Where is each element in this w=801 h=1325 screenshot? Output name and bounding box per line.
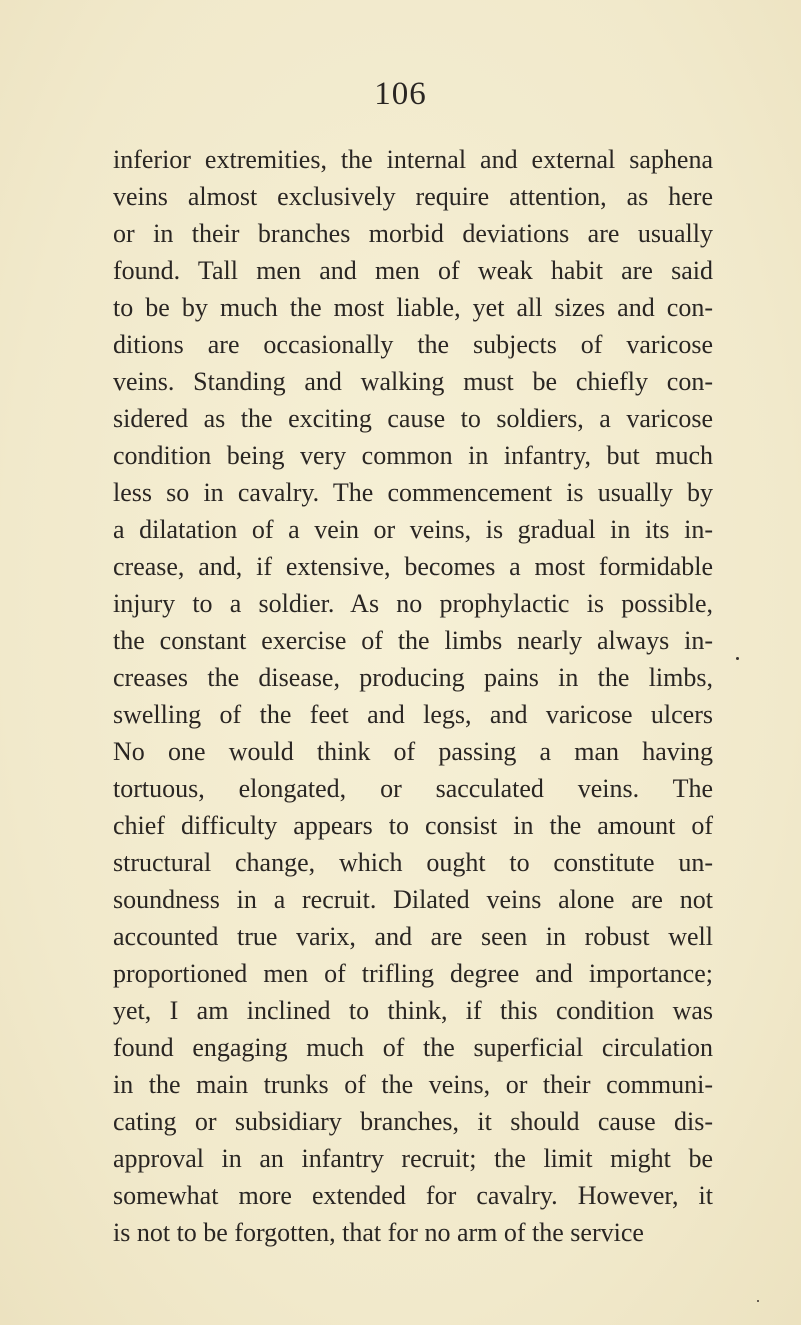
text-line: swelling of the feet and legs, and varicose ulcers (113, 700, 713, 729)
text-line: in the main trunks of the veins, or their communi- (113, 1070, 713, 1099)
text-line: accounted true varix, and are seen in robust well (113, 922, 713, 951)
ink-speck (736, 657, 739, 660)
text-line: or in their branches morbid deviations are usually (113, 219, 713, 248)
text-line: ditions are occasionally the subjects of varicose (113, 330, 713, 359)
text-line: somewhat more extended for cavalry. However, it (113, 1181, 713, 1210)
page-number: 106 (374, 76, 427, 112)
text-line: crease, and, if extensive, becomes a most formidable (113, 552, 713, 581)
text-line: a dilatation of a vein or veins, is gradual in its in- (113, 515, 713, 544)
text-line: veins. Standing and walking must be chiefly con- (113, 367, 713, 396)
text-line: inferior extremities, the internal and external saphena (113, 145, 713, 174)
ink-speck (757, 1300, 759, 1302)
text-line: No one would think of passing a man having (113, 737, 713, 766)
text-line: chief difficulty appears to consist in the amount of (113, 811, 713, 840)
text-line: cating or subsidiary branches, it should cause dis- (113, 1107, 713, 1136)
text-line: injury to a soldier. As no prophylactic is possible, (113, 589, 713, 618)
text-line: sidered as the exciting cause to soldiers, a varicose (113, 404, 713, 433)
text-line: condition being very common in infantry, but much (113, 441, 713, 470)
body-text (113, 141, 713, 1251)
text-line: tortuous, elongated, or sacculated veins. The (113, 774, 713, 803)
text-line: veins almost exclusively require attention, as here (113, 182, 713, 211)
text-line: yet, I am inclined to think, if this condition was (113, 996, 713, 1025)
text-line: to be by much the most liable, yet all sizes and con- (113, 293, 713, 322)
text-line: less so in cavalry. The commencement is usually by (113, 478, 713, 507)
text-line: structural change, which ought to constitute un- (113, 848, 713, 877)
text-line: the constant exercise of the limbs nearly always in- (113, 626, 713, 655)
text-line: found engaging much of the superficial circulation (113, 1033, 713, 1062)
text-line: found. Tall men and men of weak habit are said (113, 256, 713, 285)
text-line: proportioned men of trifling degree and importance; (113, 959, 713, 988)
text-line: approval in an infantry recruit; the limit might be (113, 1144, 713, 1173)
text-line: soundness in a recruit. Dilated veins alone are not (113, 885, 713, 914)
text-line: is not to be forgotten, that for no arm of the service (113, 1218, 644, 1247)
text-line: creases the disease, producing pains in the limbs, (113, 663, 713, 692)
